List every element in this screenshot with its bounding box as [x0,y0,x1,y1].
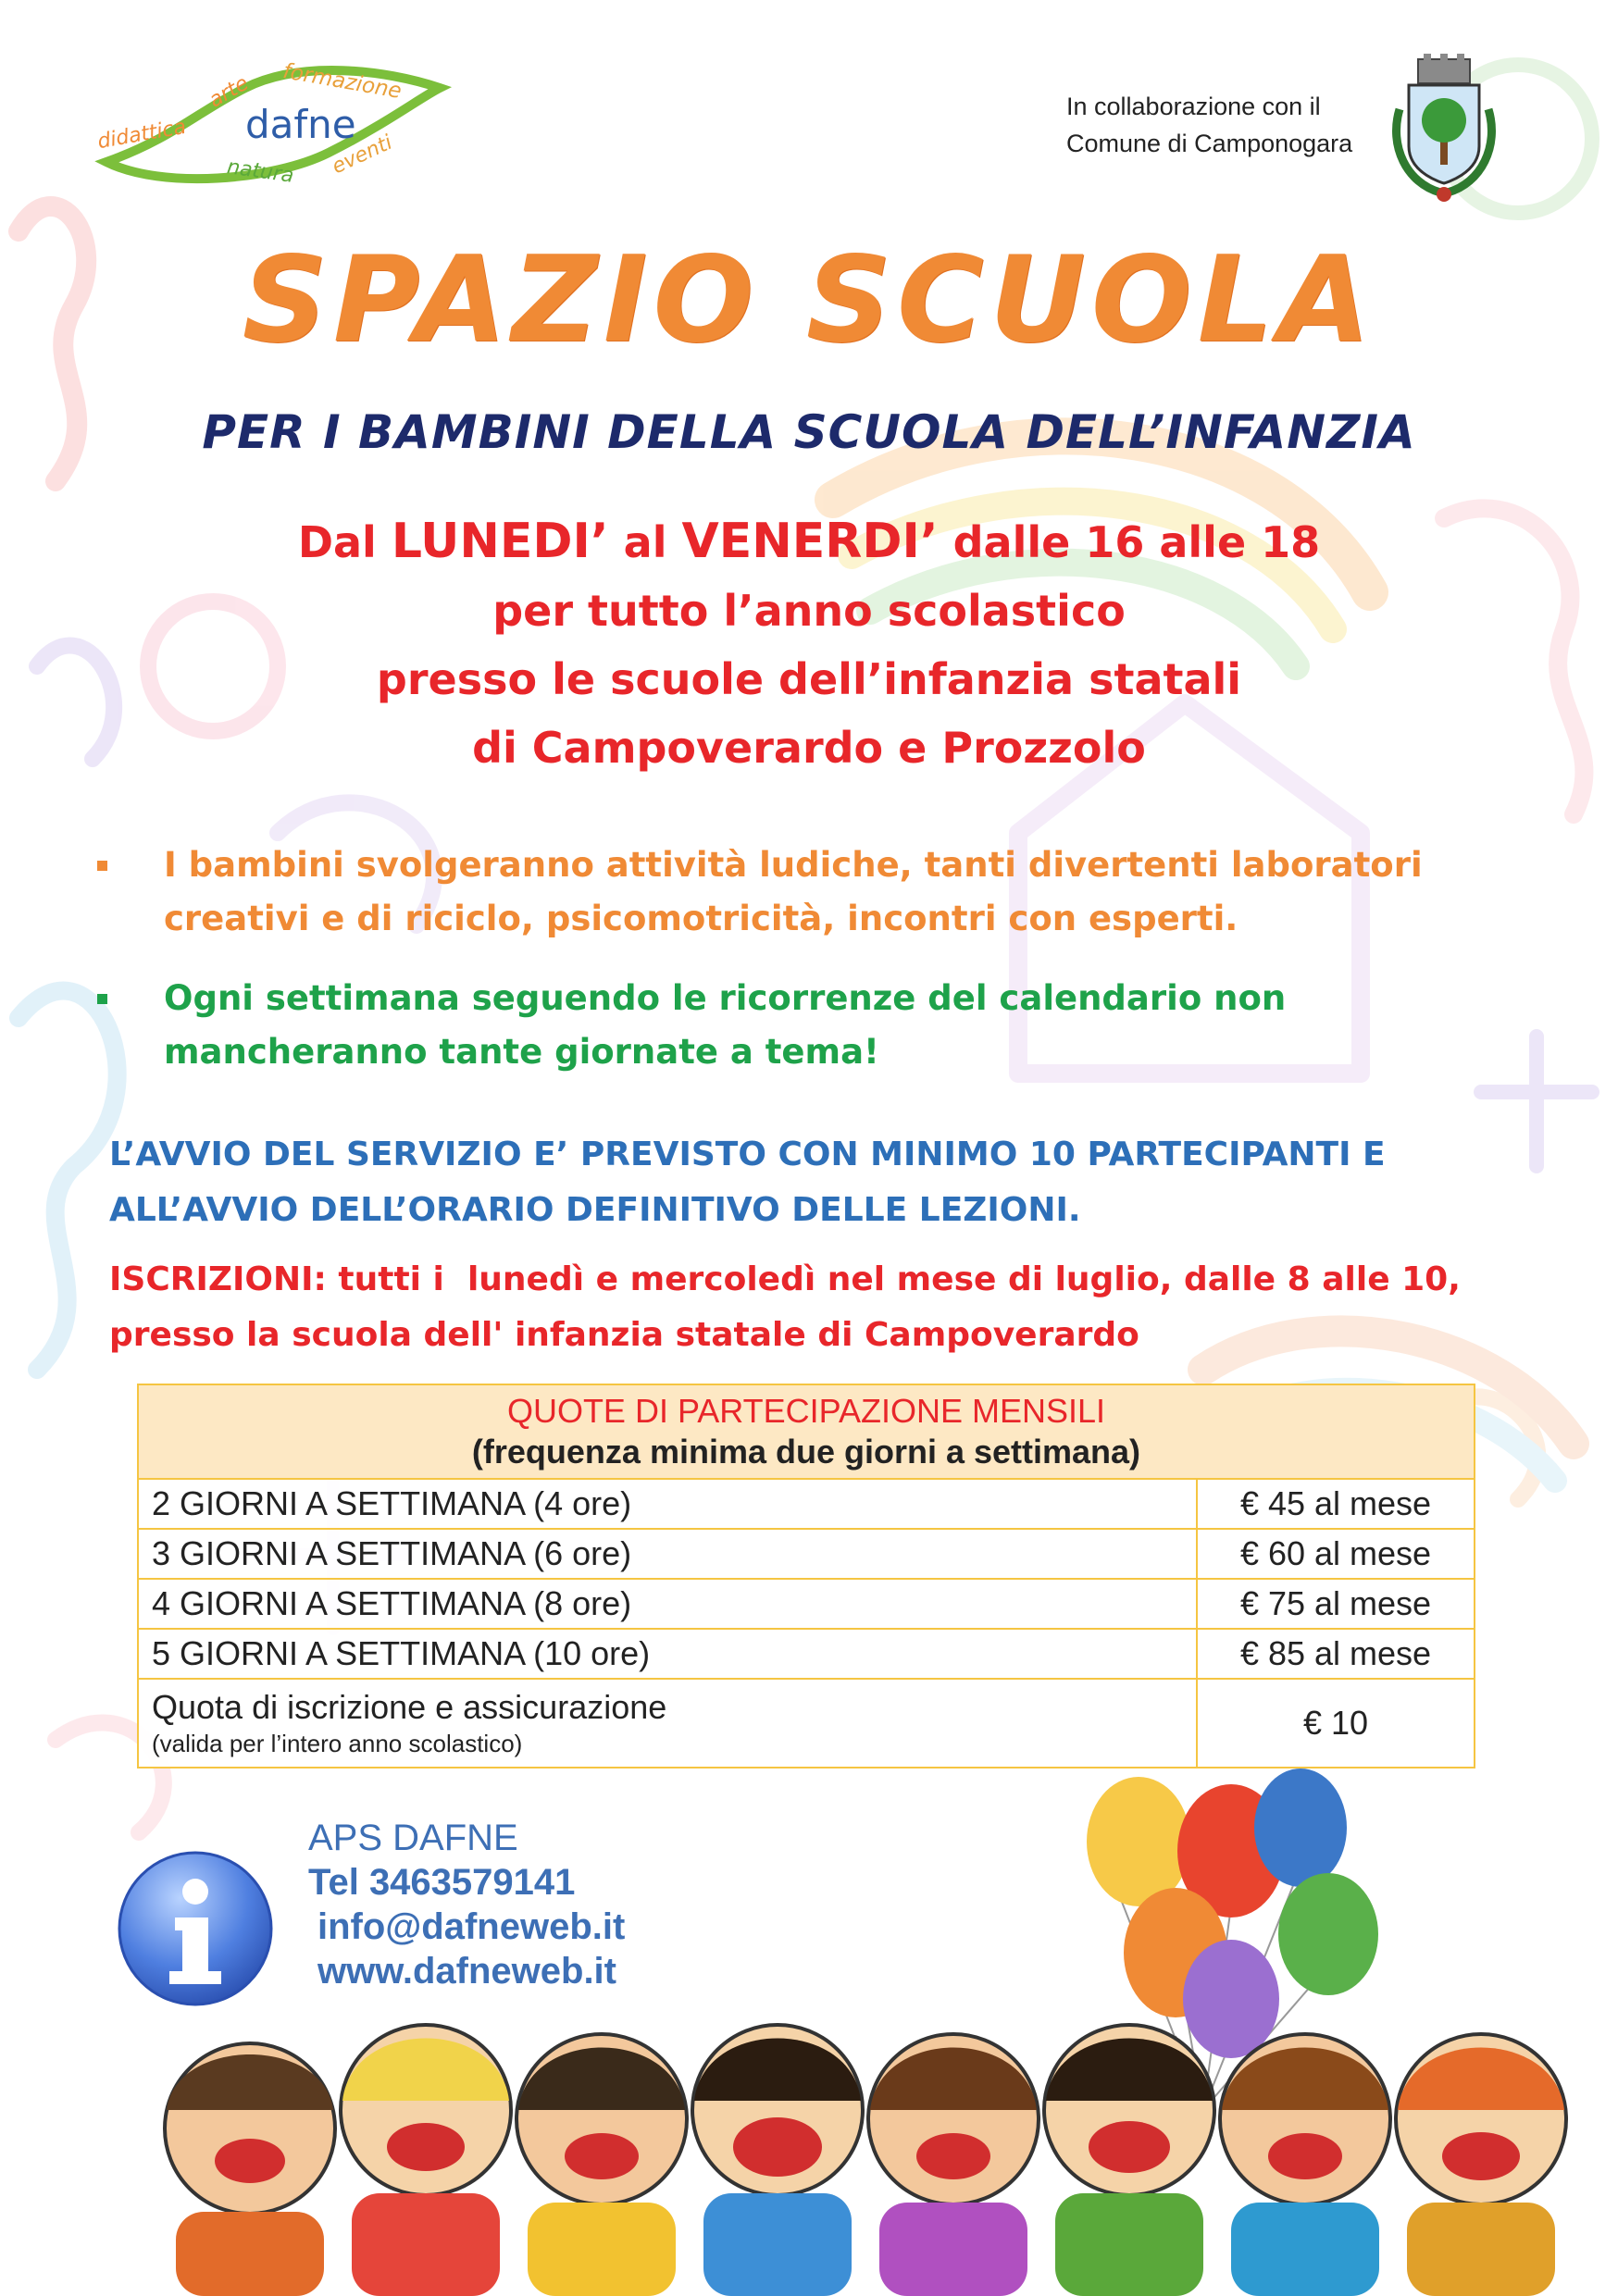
service-start-line2: ALL’AVVIO DELL’ORARIO DEFINITIVO DELLE LEZIONI. [109,1191,1081,1229]
service-start-line1: L’AVVIO DEL SERVIZIO E’ PREVISTO CON MINIMO 10 PARTECIPANTI E [109,1136,1386,1173]
fee-label: 2 GIORNI A SETTIMANA (4 ore) [138,1479,1197,1529]
fees-table-header [138,1384,1475,1479]
fee-label: 3 GIORNI A SETTIMANA (6 ore) [138,1529,1197,1579]
contact-email[interactable]: info@dafneweb.it [317,1906,626,1947]
fee-price: € 75 al mese [1197,1579,1475,1629]
table-row [138,1479,1475,1529]
fees-table [137,1384,1475,1769]
logo-word-eventi: eventi [328,130,396,180]
logo-word-natura: natura [225,155,295,188]
bullet-line: I bambini svolgeranno attività ludiche, tanti divertenti laboratori [164,845,1423,885]
bullet-line: creativi e di riciclo, psicomotricità, incontri con esperti. [164,899,1238,938]
registration-line2: presso la scuola dell' infanzia statale di Campoverardo [109,1316,1139,1354]
page-title: SPAZIO SCUOLA [242,231,1376,369]
logo-word-formazione: formazione [280,58,404,105]
schedule-day-start: LUNEDI’ [391,514,609,569]
schedule-day-end: VENERDI’ [681,514,939,569]
table-row [138,1529,1475,1579]
fee-price: € 45 al mese [1197,1479,1475,1529]
fee-price: € 60 al mese [1197,1529,1475,1579]
contact-phone[interactable]: Tel 3463579141 [308,1862,576,1903]
fees-table-header-cell [138,1384,1475,1479]
bullet-line: mancheranno tante giornate a tema! [164,1032,879,1072]
fee-price: € 85 al mese [1197,1629,1475,1679]
schedule-line2: per tutto l’anno scolastico [492,586,1126,636]
table-row [138,1579,1475,1629]
fees-table-title: QUOTE DI PARTECIPAZIONE MENSILI [506,1392,1106,1430]
municipality-crest-icon [1379,54,1509,211]
registration-text: tutti i lunedì e mercoledì nel mese di luglio, dalle 8 alle 10, [326,1260,1461,1298]
fees-table-subtitle: (frequenza minima due giorni a settimana) [471,1433,1141,1471]
registration-fee-label: Quota di iscrizione e assicurazione [152,1688,667,1726]
contact-info [308,1816,625,1993]
collaboration-note [1066,88,1352,162]
schedule-line1 [0,507,1618,577]
children-illustration [0,1999,1618,2296]
schedule-line4: di Campoverardo e Prozzolo [472,723,1146,773]
schedule-mid: al [608,517,682,567]
bullet-square-icon [97,994,107,1004]
fee-label: 4 GIORNI A SETTIMANA (8 ore) [138,1579,1197,1629]
bullet-themed-days [97,972,1541,1079]
collaboration-line2: Comune di Camponogara [1066,130,1353,157]
contact-org: APS DAFNE [308,1818,518,1858]
registration-label: ISCRIZIONI: [109,1260,327,1298]
registration-note [109,1252,1572,1363]
schedule-prefix: Dal [297,517,392,567]
schedule-hours: dalle 16 alle 18 [938,517,1321,567]
dafne-logo [88,51,458,208]
registration-fee-note: (valida per l’intero anno scolastico) [152,1730,523,1757]
contact-website[interactable]: www.dafneweb.it [317,1951,616,1992]
table-row [138,1629,1475,1679]
registration-line1 [109,1252,1572,1308]
collaboration-line1: In collaborazione con il [1066,93,1321,120]
logo-brand: dafne [245,102,356,147]
bullet-activities [97,838,1541,946]
bullet-line: Ogni settimana seguendo le ricorrenze del calendario non [164,978,1287,1018]
page-subtitle: PER I BAMBINI DELLA SCUOLA DELL’INFANZIA [202,405,1416,459]
bullet-square-icon [97,861,107,871]
logo-word-didattica: didattica [95,115,188,155]
registration-fee-price: € 10 [1197,1679,1475,1768]
service-start-note [109,1127,1553,1238]
logo-word-arte: arte [205,71,253,113]
fee-label: 5 GIORNI A SETTIMANA (10 ore) [138,1629,1197,1679]
schedule-block [0,507,1618,782]
schedule-line3: presso le scuole dell’infanzia statali [376,654,1242,704]
info-icon [116,1849,275,2008]
